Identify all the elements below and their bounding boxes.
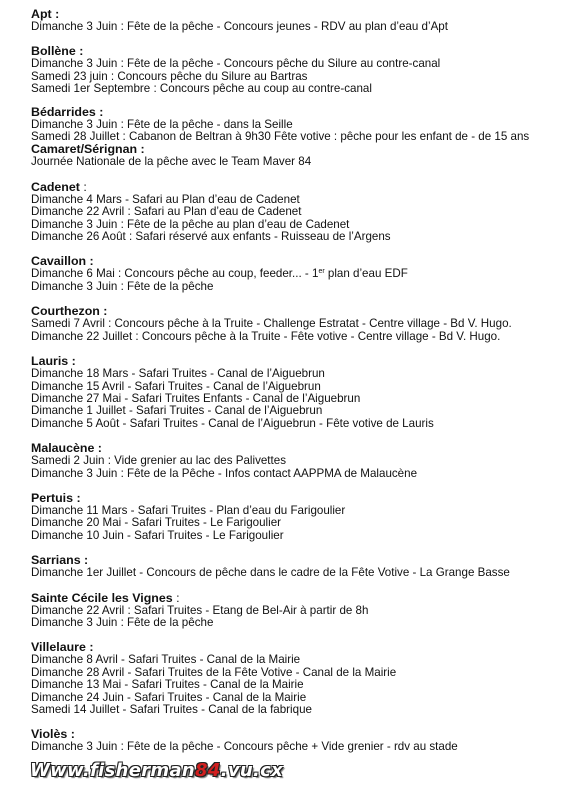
event-line: Dimanche 8 Avril - Safari Truites - Canal de la Mairie bbox=[31, 653, 301, 667]
section-sainte-cecile bbox=[31, 592, 583, 630]
event-line: Dimanche 4 Mars - Safari au Plan d’eau de Cadenet bbox=[31, 192, 300, 206]
event-line: Dimanche 1er Juillet - Concours de pêche dans le cadre de la Fête Votive - La Grange Basse bbox=[31, 566, 510, 580]
section-title: Sainte Cécile les Vignes : bbox=[31, 590, 180, 605]
document bbox=[31, 8, 583, 754]
event-line: Dimanche 26 Août : Safari réservé aux enfants - Ruisseau de l’Argens bbox=[31, 230, 391, 244]
section-title: Lauris : bbox=[31, 354, 76, 369]
section-title: Apt : bbox=[31, 7, 60, 21]
event-line: Dimanche 5 Août - Safari Truites - Canal de l’Aiguebrun - Fête votive de Lauris bbox=[31, 416, 434, 430]
event-line: Dimanche 18 Mars - Safari Truites - Canal de l’Aiguebrun bbox=[31, 367, 325, 381]
event-line: Dimanche 3 Juin : Fête de la pêche au plan d’eau de Cadenet bbox=[31, 217, 350, 231]
section-sarrians bbox=[31, 554, 583, 579]
event-line: Dimanche 22 Avril : Safari Truites - Etang de Bel-Air à partir de 8h bbox=[31, 603, 369, 617]
section-title: Pertuis : bbox=[31, 490, 81, 505]
section-malaucene bbox=[31, 442, 583, 480]
event-line: Dimanche 6 Mai : Concours pêche au coup, feeder... - 1er plan d’eau EDF bbox=[31, 267, 408, 281]
footer-watermark bbox=[30, 760, 283, 781]
event-line: Dimanche 20 Mai - Safari Truites - Le Farigoulier bbox=[31, 516, 282, 530]
event-line: Samedi 23 juin : Concours pêche du Silure au Bartras bbox=[31, 69, 308, 83]
footer-number: 84 bbox=[195, 760, 221, 781]
event-line: Dimanche 24 Juin - Safari Truites - Canal de la Mairie bbox=[31, 690, 307, 704]
event-line: Dimanche 11 Mars - Safari Truites - Plan d’eau du Farigoulier bbox=[31, 503, 346, 517]
section-title: Courthezon : bbox=[31, 304, 108, 319]
footer-prefix: Www.fisherman bbox=[30, 760, 196, 781]
event-line: Dimanche 22 Avril : Safari au Plan d’eau de Cadenet bbox=[31, 205, 302, 219]
event-line: Dimanche 27 Mai - Safari Truites Enfants - Canal de l’Aiguebrun bbox=[31, 391, 361, 405]
event-line: Samedi 1er Septembre : Concours pêche au coup au contre-canal bbox=[31, 82, 372, 96]
event-line: Dimanche 13 Mai - Safari Truites - Canal de la Mairie bbox=[31, 678, 304, 692]
event-line: Dimanche 3 Juin : Fête de la Pêche - Infos contact AAPPMA de Malaucène bbox=[31, 466, 418, 480]
event-line: Journée Nationale de la pêche avec le Team Maver 84 bbox=[31, 155, 312, 169]
section-title: Villelaure : bbox=[31, 640, 94, 655]
section-title: Malaucène : bbox=[31, 441, 102, 456]
event-line: Dimanche 3 Juin : Fête de la pêche - Concours jeunes - RDV au plan d’eau d’Apt bbox=[31, 20, 448, 33]
event-line: Samedi 2 Juin : Vide grenier au lac des Palivettes bbox=[31, 454, 286, 468]
event-line: Dimanche 22 Juillet : Concours pêche à la Truite - Fête votive - Centre village - Bd V. Hugo. bbox=[31, 329, 501, 343]
section-title: Sarrians : bbox=[31, 553, 89, 568]
section-bedarrides bbox=[31, 106, 583, 144]
footer-suffix: .vu.cx bbox=[220, 760, 283, 781]
event-line: Dimanche 3 Juin : Fête de la pêche - dans la Seille bbox=[31, 117, 293, 131]
event-line: Dimanche 10 Juin - Safari Truites - Le Farigoulier bbox=[31, 528, 284, 542]
event-line: Dimanche 1 Juillet - Safari Truites - Canal de l’Aiguebrun bbox=[31, 404, 323, 418]
section-villelaure bbox=[31, 641, 583, 716]
event-line: Samedi 7 Avril : Concours pêche à la Truite - Challenge Estratat - Centre village - Bd V. Hugo. bbox=[31, 317, 512, 331]
section-camaret bbox=[31, 143, 583, 168]
event-line: Dimanche 3 Juin : Fête de la pêche bbox=[31, 279, 214, 293]
section-lauris bbox=[31, 355, 583, 430]
section-title: Bédarrides : bbox=[31, 104, 104, 119]
section-title: Bollène : bbox=[31, 44, 84, 59]
event-line: Dimanche 28 Avril - Safari Truites de la Fête Votive - Canal de la Mairie bbox=[31, 665, 397, 679]
event-line: Dimanche 3 Juin : Fête de la pêche - Concours pêche + Vide grenier - rdv au stade bbox=[31, 740, 458, 754]
event-line: Samedi 14 Juillet - Safari Truites - Canal de la fabrique bbox=[31, 703, 312, 716]
section-cavaillon bbox=[31, 255, 583, 293]
section-cadenet bbox=[31, 181, 583, 244]
ordinal-superscript: er bbox=[318, 268, 325, 276]
event-line: Dimanche 3 Juin : Fête de la pêche - Concours pêche du Silure au contre-canal bbox=[31, 57, 441, 71]
section-pertuis bbox=[31, 492, 583, 542]
event-line: Dimanche 3 Juin : Fête de la pêche bbox=[31, 615, 214, 629]
section-title: Violès : bbox=[31, 727, 75, 742]
section-title: Cavaillon : bbox=[31, 254, 94, 269]
section-title: Cadenet : bbox=[31, 179, 87, 194]
event-line: Samedi 28 Juillet : Cabanon de Beltran à 9h30 Fête votive : pêche pour les enfant de - de 15 ans bbox=[31, 130, 530, 144]
section-violes bbox=[31, 728, 583, 753]
section-apt bbox=[31, 8, 583, 33]
section-bollene bbox=[31, 45, 583, 95]
event-line: Dimanche 15 Avril - Safari Truites - Canal de l’Aiguebrun bbox=[31, 379, 321, 393]
section-title: Camaret/Sérignan : bbox=[31, 142, 145, 157]
section-courthezon bbox=[31, 305, 583, 343]
